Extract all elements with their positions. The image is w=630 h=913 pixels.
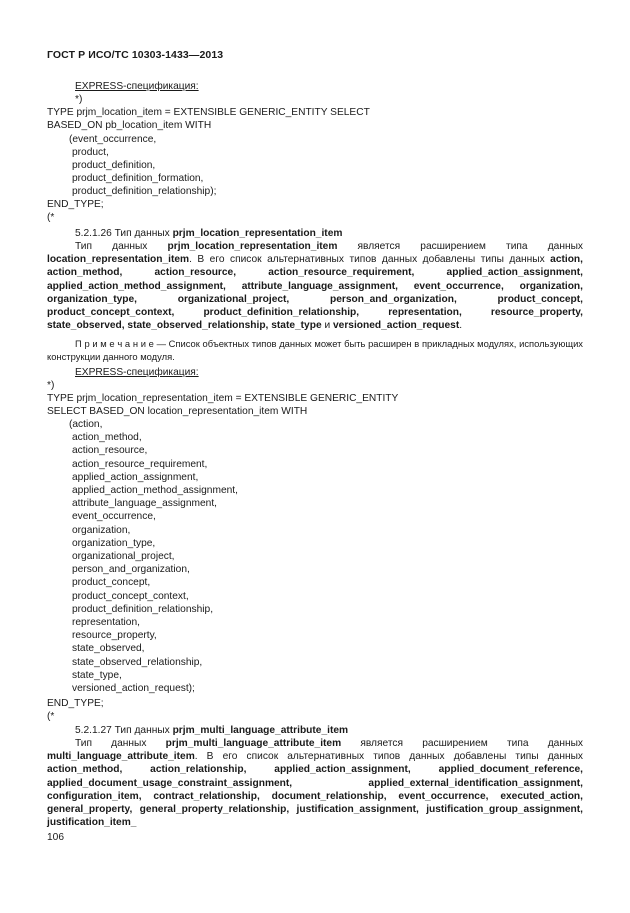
- select-item: applied_action_method_assignment,: [72, 485, 238, 496]
- select-item: organization,: [72, 524, 131, 536]
- select-item: action_resource_requirement,: [72, 458, 208, 470]
- select-item: organization_type,: [72, 537, 156, 549]
- note: П р и м е ч а н и е — Список объектных типов данных может быть расширен в прикладных модулях, использующих конструкции данного модуля.: [47, 338, 583, 362]
- page-number: 106: [47, 832, 64, 843]
- select-item: representation,: [72, 617, 140, 628]
- select-item: product_concept,: [72, 577, 151, 589]
- select-item: action_method,: [72, 432, 142, 444]
- page-header: ГОСТ Р ИСО/ТС 10303-1433—2013: [47, 49, 224, 61]
- select-item: product,: [72, 147, 109, 158]
- select-item: product_concept_context,: [72, 590, 189, 602]
- end-type: END_TYPE;: [47, 698, 104, 709]
- select-item: (event_occurrence,: [69, 134, 157, 145]
- type-declaration: TYPE prjm_location_item = EXTENSIBLE GENERIC_ENTITY SELECT: [47, 107, 370, 118]
- type-declaration: TYPE prjm_location_representation_item = EXTENSIBLE GENERIC_ENTITY: [47, 393, 399, 404]
- comment-open: (*: [47, 212, 55, 223]
- based-on-line: SELECT BASED_ON location_representation_item WITH: [47, 406, 308, 417]
- select-item: (action,: [69, 419, 103, 430]
- select-item: person_and_organization,: [72, 564, 190, 576]
- section-heading: 5.2.1.26 Тип данных prjm_location_representation_item: [75, 228, 343, 239]
- select-item: attribute_language_assignment,: [72, 498, 217, 510]
- select-item: product_definition_relationship,: [72, 603, 214, 615]
- based-on-line: BASED_ON pb_location_item WITH: [47, 120, 212, 131]
- select-item: applied_action_assignment,: [72, 471, 199, 483]
- comment-close: *): [75, 94, 83, 105]
- express-spec-label: EXPRESS-спецификация:: [75, 367, 199, 378]
- select-item: product_definition_relationship);: [72, 186, 217, 197]
- comment-open: (*: [47, 711, 55, 722]
- select-item: state_type,: [72, 669, 122, 681]
- select-item: resource_property,: [72, 630, 157, 642]
- end-type: END_TYPE;: [47, 199, 104, 210]
- select-item: action_resource,: [72, 445, 148, 457]
- select-item: organizational_project,: [72, 551, 175, 562]
- comment-close: *): [47, 380, 55, 391]
- select-item: event_occurrence,: [72, 511, 156, 523]
- section-heading: 5.2.1.27 Тип данных prjm_multi_language_attribute_item: [75, 725, 349, 736]
- section-paragraph: Тип данных prjm_location_representation_item является расширением типа данных location_representation_item. В его список альтернативных типов данных добавлены типы данных action, action_method, action_resource, action_resource_requirement, applied_action_assignment, applied_action_method_assignment, attribute_language_assignment, event_occurrence, organization, organization_type, organizational_project, person_and_organization, product_concept, product_concept_context, product_definition_relationship, representation, resource_property, state_observed, state_observed_relationship, state_type и versioned_action_request.: [47, 241, 584, 332]
- select-item: product_definition,: [72, 160, 156, 171]
- select-item: versioned_action_request);: [72, 683, 195, 694]
- section-paragraph: Тип данных prjm_multi_language_attribute_item является расширением типа данных multi_language_attribute_item. В его список альтернативных типов данных добавлены типы данных action_method, action_relationship, applied_action_assignment, applied_document_reference, applied_document_usage_constraint_assignment, applied_external_identification_assignment, configuration_item, contract_relationship, document_relationship, event_occurrence, executed_action, general_property, general_property_relationship, justification_assignment, justification_group_assignment, justification_item_: [47, 738, 584, 829]
- select-item: state_observed_relationship,: [72, 656, 203, 668]
- express-spec-label: EXPRESS-спецификация:: [75, 81, 199, 92]
- select-item: product_definition_formation,: [72, 173, 204, 184]
- select-item: state_observed,: [72, 643, 145, 655]
